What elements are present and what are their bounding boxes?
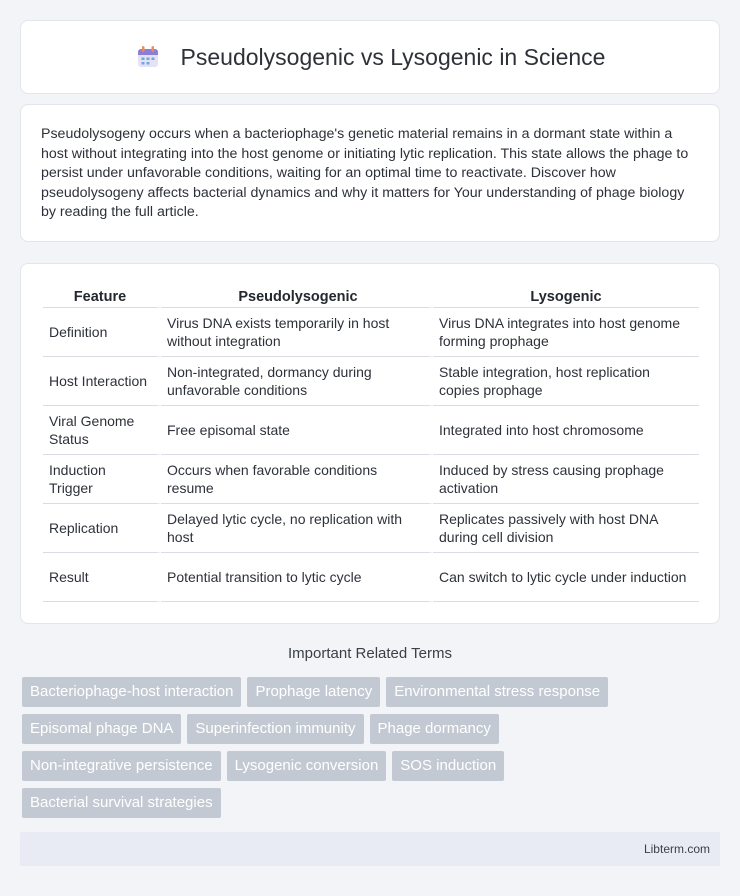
related-term-tag[interactable]: Episomal phage DNA — [22, 714, 181, 744]
table-cell-feature: Viral Genome Status — [43, 406, 161, 455]
related-terms-heading: Important Related Terms — [288, 645, 452, 662]
table-cell: Integrated into host chromosome — [433, 406, 699, 455]
related-term-tag[interactable]: Environmental stress response — [386, 677, 608, 707]
column-header-pseudolysogenic: Pseudolysogenic — [161, 286, 433, 308]
column-header-feature: Feature — [43, 286, 161, 308]
related-term-tag[interactable]: Bacteriophage-host interaction — [22, 677, 241, 707]
comparison-table — [43, 286, 699, 602]
intro-paragraph: Pseudolysogeny occurs when a bacteriophage's genetic material remains in a dormant state within a host without integrating into the host genome or initiating lytic replication. This state allows the phage to persist under unfavorable conditions, waiting for an optimal time to reactivate. Discover how pseudolysogeny affects bacterial dynamics and why it matters for Your understanding of phage biology by reading the full article. — [41, 126, 689, 220]
related-term-tag[interactable]: Lysogenic conversion — [227, 751, 387, 781]
table-cell-feature: Induction Trigger — [43, 455, 161, 504]
related-term-tag[interactable]: SOS induction — [392, 751, 504, 781]
comparison-table-card — [20, 263, 720, 624]
intro-card — [20, 104, 720, 242]
table-row — [43, 357, 699, 406]
tag-row — [22, 751, 722, 781]
table-cell-feature: Replication — [43, 504, 161, 553]
table-row — [43, 308, 699, 357]
tag-row — [22, 714, 722, 744]
tag-row — [22, 677, 722, 707]
table-cell-feature: Result — [43, 553, 161, 602]
table-cell-feature: Host Interaction — [43, 357, 161, 406]
related-term-tag[interactable]: Prophage latency — [247, 677, 380, 707]
table-cell: Replicates passively with host DNA during cell division — [433, 504, 699, 553]
calendar-icon — [135, 44, 161, 70]
table-header-row — [43, 286, 699, 308]
table-cell: Occurs when favorable conditions resume — [161, 455, 433, 504]
table-cell: Delayed lytic cycle, no replication with host — [161, 504, 433, 553]
table-cell: Can switch to lytic cycle under induction — [433, 553, 699, 602]
footer-site-link[interactable]: Libterm.com — [643, 842, 710, 856]
column-header-lysogenic: Lysogenic — [433, 286, 699, 308]
page-title: Pseudolysogenic vs Lysogenic in Science — [180, 43, 606, 70]
related-term-tag[interactable]: Phage dormancy — [370, 714, 499, 744]
table-cell: Virus DNA integrates into host genome forming prophage — [433, 308, 699, 357]
table-row — [43, 553, 699, 602]
related-term-tag[interactable]: Non-integrative persistence — [22, 751, 221, 781]
table-cell: Non-integrated, dormancy during unfavorable conditions — [161, 357, 433, 406]
table-cell: Potential transition to lytic cycle — [161, 553, 433, 602]
table-row — [43, 504, 699, 553]
table-cell-feature: Definition — [43, 308, 161, 357]
table-cell: Free episomal state — [161, 406, 433, 455]
related-term-tag[interactable]: Superinfection immunity — [187, 714, 363, 744]
related-terms-list — [22, 677, 722, 825]
header-card — [20, 20, 720, 94]
table-row — [43, 455, 699, 504]
tag-row — [22, 788, 722, 818]
table-cell: Stable integration, host replication copies prophage — [433, 357, 699, 406]
table-cell: Virus DNA exists temporarily in host without integration — [161, 308, 433, 357]
footer — [20, 832, 720, 866]
table-cell: Induced by stress causing prophage activation — [433, 455, 699, 504]
table-row — [43, 406, 699, 455]
related-term-tag[interactable]: Bacterial survival strategies — [22, 788, 221, 818]
